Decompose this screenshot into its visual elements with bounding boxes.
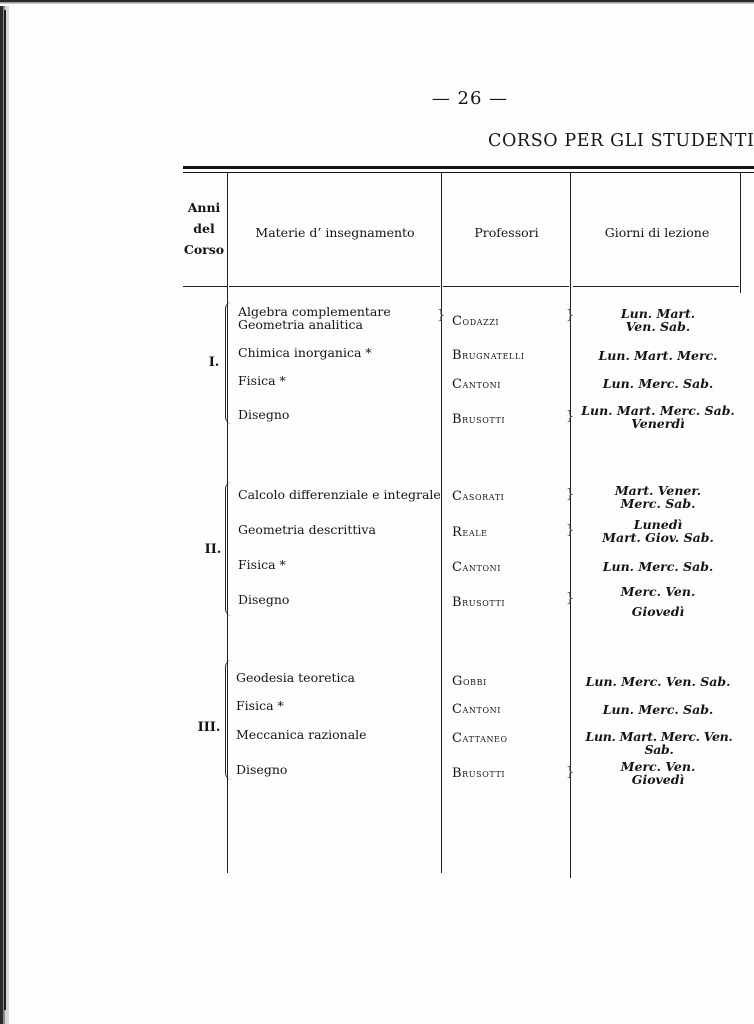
days-line: Venerdì: [631, 416, 685, 431]
subject-line: Geodesia teoretica: [236, 670, 355, 685]
lesson-days: [573, 307, 743, 333]
page-edge-top: [0, 0, 754, 6]
professor: Brusotti: [452, 766, 506, 781]
lesson-days: [571, 730, 747, 756]
professor: Brugnatelli: [452, 348, 525, 363]
header-years-line: del: [193, 221, 215, 236]
subject-line: Algebra complementare: [238, 304, 391, 319]
subject: [238, 593, 289, 606]
lesson-days: [573, 377, 743, 390]
row-brace: }: [566, 308, 575, 323]
lesson-days: [573, 404, 743, 430]
year-label: II.: [204, 542, 222, 557]
subject-line: Disegno: [238, 407, 290, 422]
subject-line: Disegno: [236, 762, 288, 777]
header-professors: Professori: [474, 225, 539, 240]
lesson-days: [573, 518, 743, 544]
column-divider: [441, 173, 442, 873]
year-brace: [225, 660, 232, 780]
page-header-title: CORSO PER GLI STUDENTI: [488, 131, 754, 151]
days-line: Merc. Ven.: [620, 584, 696, 599]
page-edge-left: [0, 0, 16, 1024]
lesson-days: [573, 675, 743, 688]
professor: Brusotti: [452, 595, 506, 610]
binding-line: [4, 10, 6, 1010]
header-subjects: Materie d’ insegnamento: [255, 225, 415, 240]
days-line: Lun. Mart. Merc.: [598, 348, 718, 363]
subject-line: Geometria descrittiva: [238, 522, 376, 537]
subject: [238, 408, 289, 421]
year-brace: [225, 482, 232, 616]
subject: [238, 346, 372, 359]
days-line: Lun. Mart. Merc. Sab.: [581, 403, 735, 418]
lesson-days: [573, 349, 743, 362]
lesson-days: [573, 703, 743, 716]
header-years: [183, 197, 225, 260]
days-line: Giovedì: [631, 604, 685, 619]
subject: [236, 671, 355, 684]
days-line: Merc. Sab.: [620, 496, 696, 511]
header-years-line: Anni: [187, 200, 221, 215]
professor: Cattaneo: [452, 731, 508, 746]
header-rule: [573, 286, 739, 287]
header-rule: [443, 286, 569, 287]
lesson-days: [573, 484, 743, 510]
lesson-days: [573, 582, 743, 622]
subject-line: Calcolo differenziale e integrale: [238, 487, 441, 502]
row-brace: }: [566, 591, 575, 606]
table-top-rule: [183, 166, 754, 169]
days-line: Lun. Mart. Merc. Ven. Sab.: [585, 729, 733, 757]
professor: Reale: [452, 525, 488, 540]
subject: [238, 305, 391, 331]
year-brace: [225, 302, 232, 424]
row-brace: }: [566, 409, 575, 424]
days-line: Lun. Merc. Sab.: [602, 702, 714, 717]
days-line: Lunedì: [633, 517, 683, 532]
year-label: III.: [197, 720, 221, 735]
subject: [238, 523, 376, 536]
lesson-days: [573, 560, 743, 573]
lesson-days: [573, 760, 743, 786]
days-line: Mart. Vener.: [614, 483, 702, 498]
subject-line: Fisica *: [238, 557, 286, 572]
days-line: Lun. Merc. Sab.: [602, 559, 714, 574]
row-brace: }: [566, 523, 575, 538]
subject-line: Fisica *: [238, 373, 286, 388]
subject-line: Disegno: [238, 592, 290, 607]
row-brace: }: [566, 487, 575, 502]
table-top-rule-thin: [183, 172, 754, 173]
subject: [238, 374, 286, 387]
subject: [236, 699, 284, 712]
professor: Gobbi: [452, 674, 487, 689]
days-line: Ven. Sab.: [625, 319, 691, 334]
page-number: — 26 —: [431, 88, 509, 109]
subject: [236, 763, 287, 776]
professor: Cantoni: [452, 377, 501, 392]
year-label: I.: [208, 355, 220, 370]
days-line: Merc. Ven.: [620, 759, 696, 774]
days-line: Lun. Merc. Sab.: [602, 376, 714, 391]
header-rule: [183, 286, 227, 287]
subject-line: Geometria analitica: [238, 317, 364, 332]
row-brace: }: [566, 765, 575, 780]
professor: Cantoni: [452, 560, 501, 575]
subject-line: Meccanica razionale: [236, 727, 367, 742]
professor: Cantoni: [452, 702, 501, 717]
subject-line: Chimica inorganica *: [238, 345, 372, 360]
professor: Casorati: [452, 489, 505, 504]
subject: [238, 558, 286, 571]
subject-line: Fisica *: [236, 698, 284, 713]
subject: [238, 488, 441, 501]
professor: Codazzi: [452, 314, 500, 329]
header-rule: [229, 286, 440, 287]
days-line: Lun. Mart.: [620, 306, 696, 321]
days-line: Giovedì: [631, 772, 685, 787]
subject: [236, 728, 367, 741]
days-line: Lun. Merc. Ven. Sab.: [585, 674, 731, 689]
header-years-line: Corso: [183, 242, 225, 257]
row-brace: }: [437, 308, 446, 323]
header-days: Giorni di lezione: [604, 225, 710, 240]
days-line: Mart. Giov. Sab.: [602, 530, 714, 545]
professor: Brusotti: [452, 412, 506, 427]
